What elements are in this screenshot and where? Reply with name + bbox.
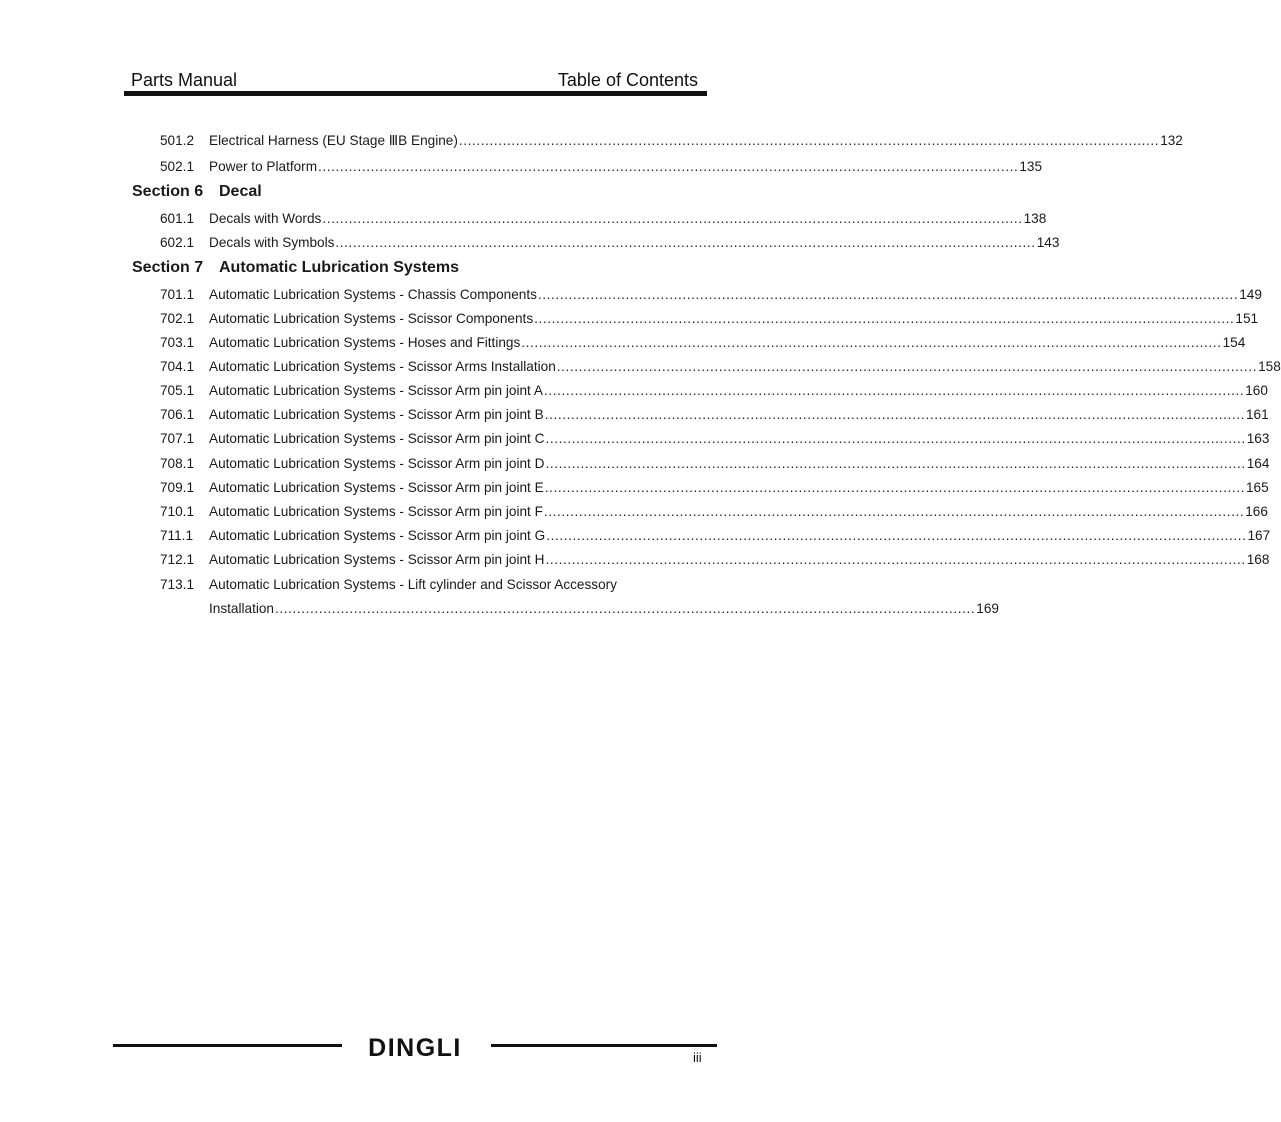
toc-entry-page: 138 xyxy=(1023,211,1047,226)
toc-entry-713-1-continued[interactable] xyxy=(160,599,999,619)
toc-entry-title-line2: Installation xyxy=(209,601,274,616)
toc-entry-page: 161 xyxy=(1245,407,1269,422)
toc-entry-710-1[interactable] xyxy=(160,502,1268,522)
dot-leader: ................................................................................................................................................................ xyxy=(458,133,1160,148)
dingli-logo xyxy=(363,1031,467,1061)
dot-leader: ................................................................................................................................................................ xyxy=(543,383,1245,398)
toc-entry-number: 703.1 xyxy=(160,335,195,350)
toc-entry-number: 705.1 xyxy=(160,383,195,398)
section-number: Section 7 xyxy=(132,259,204,276)
toc-entry-701-1[interactable] xyxy=(160,285,1262,305)
toc-entry-711-1[interactable] xyxy=(160,526,1271,546)
toc-entry-number: 709.1 xyxy=(160,480,195,495)
dot-leader: ................................................................................................................................................................ xyxy=(544,480,1245,495)
toc-entry-title: Electrical Harness (EU Stage ⅢB Engine) xyxy=(209,133,458,148)
toc-entry-page: 132 xyxy=(1160,133,1183,148)
dot-leader: ................................................................................................................................................................ xyxy=(335,235,1036,250)
toc-entry-page: 168 xyxy=(1246,552,1270,567)
toc-entry-page: 143 xyxy=(1036,235,1060,250)
toc-entry-title: Automatic Lubrication Systems - Scissor Components xyxy=(209,311,534,326)
toc-entry-page: 149 xyxy=(1239,287,1262,302)
header-manual-title: Parts Manual xyxy=(131,70,238,90)
toc-entry-page: 160 xyxy=(1245,383,1268,398)
toc-entry-602-1[interactable] xyxy=(160,233,1060,253)
toc-entry-708-1[interactable] xyxy=(160,454,1270,474)
toc-entry-501-2[interactable] xyxy=(160,131,1183,151)
toc-entry-page: 169 xyxy=(976,601,999,616)
toc-entry-title: Automatic Lubrication Systems - Chassis Components xyxy=(209,287,537,302)
toc-entry-title: Automatic Lubrication Systems - Scissor Arms Installation xyxy=(209,359,556,374)
dot-leader: ................................................................................................................................................................ xyxy=(537,287,1239,302)
logo-text: DINGLI xyxy=(368,1034,462,1062)
footer-rule-left xyxy=(113,1044,342,1047)
toc-entry-title: Decals with Symbols xyxy=(209,235,335,250)
toc-entry-number: 713.1 xyxy=(160,577,195,592)
toc-entry-713-1[interactable] xyxy=(160,575,701,595)
toc-entry-705-1[interactable] xyxy=(160,381,1268,401)
toc-entry-709-1[interactable] xyxy=(160,478,1269,498)
toc-entry-number: 708.1 xyxy=(160,456,195,471)
toc-entry-number: 706.1 xyxy=(160,407,195,422)
dot-leader: ................................................................................................................................................................ xyxy=(318,159,1019,174)
toc-entry-page: 164 xyxy=(1246,456,1270,471)
header-section-title: Table of Contents xyxy=(557,70,698,90)
toc-entry-title: Automatic Lubrication Systems - Scissor Arm pin joint A xyxy=(209,383,543,398)
toc-entry-number: 701.1 xyxy=(160,287,195,302)
toc-entry-706-1[interactable] xyxy=(160,405,1269,425)
dot-leader: ................................................................................................................................................................ xyxy=(275,601,976,616)
toc-entry-702-1[interactable] xyxy=(160,309,1259,329)
toc-entry-number: 710.1 xyxy=(160,504,195,519)
toc-entry-title: Automatic Lubrication Systems - Hoses and Fittings xyxy=(209,335,521,350)
toc-entry-number: 707.1 xyxy=(160,431,195,446)
toc-entry-712-1[interactable] xyxy=(160,550,1270,570)
dot-leader: ................................................................................................................................................................ xyxy=(545,552,1246,567)
toc-entry-703-1[interactable] xyxy=(160,333,1246,353)
toc-entry-title-line1: Automatic Lubrication Systems - Lift cylinder and Scissor Accessory xyxy=(209,577,617,592)
section-heading-6[interactable] xyxy=(132,181,262,203)
toc-entry-number: 501.2 xyxy=(160,133,195,148)
footer-rule-right xyxy=(491,1044,717,1047)
toc-entry-number: 502.1 xyxy=(160,159,195,174)
toc-entry-number: 702.1 xyxy=(160,311,195,326)
section-number: Section 6 xyxy=(132,183,204,200)
toc-entry-page: 154 xyxy=(1222,335,1246,350)
section-title: Decal xyxy=(219,183,262,200)
toc-entry-number: 602.1 xyxy=(160,235,195,250)
toc-entry-title: Automatic Lubrication Systems - Scissor Arm pin joint H xyxy=(209,552,545,567)
dot-leader: ................................................................................................................................................................ xyxy=(556,359,1258,374)
toc-entry-title: Power to Platform xyxy=(209,159,318,174)
toc-entry-page: 135 xyxy=(1019,159,1043,174)
dot-leader: ................................................................................................................................................................ xyxy=(545,431,1246,446)
toc-entry-number: 704.1 xyxy=(160,359,195,374)
toc-entry-601-1[interactable] xyxy=(160,209,1047,229)
section-heading-7[interactable] xyxy=(132,257,459,279)
dot-leader: ................................................................................................................................................................ xyxy=(543,504,1245,519)
dot-leader: ................................................................................................................................................................ xyxy=(534,311,1235,326)
dot-leader: ................................................................................................................................................................ xyxy=(544,407,1245,422)
toc-entry-page: 167 xyxy=(1247,528,1271,543)
toc-entry-502-1[interactable] xyxy=(160,157,1043,177)
dot-leader: ................................................................................................................................................................ xyxy=(545,456,1246,471)
toc-entry-title: Automatic Lubrication Systems - Scissor Arm pin joint G xyxy=(209,528,546,543)
toc-entry-704-1[interactable] xyxy=(160,357,1281,377)
toc-entry-title: Automatic Lubrication Systems - Scissor Arm pin joint F xyxy=(209,504,543,519)
toc-entry-number: 711.1 xyxy=(160,528,194,543)
toc-entry-title: Automatic Lubrication Systems - Scissor Arm pin joint E xyxy=(209,480,544,495)
header-rule xyxy=(124,91,707,96)
toc-entry-title: Automatic Lubrication Systems - Scissor Arm pin joint B xyxy=(209,407,544,422)
toc-entry-number: 601.1 xyxy=(160,211,195,226)
toc-entry-page: 165 xyxy=(1245,480,1269,495)
page-number: iii xyxy=(693,1050,702,1065)
dot-leader: ................................................................................................................................................................ xyxy=(546,528,1247,543)
toc-entry-title: Decals with Words xyxy=(209,211,322,226)
dot-leader: ................................................................................................................................................................ xyxy=(521,335,1222,350)
toc-entry-page: 158 xyxy=(1258,359,1281,374)
toc-entry-page: 166 xyxy=(1245,504,1268,519)
toc-entry-707-1[interactable] xyxy=(160,429,1270,449)
toc-entry-number: 712.1 xyxy=(160,552,195,567)
toc-entry-title: Automatic Lubrication Systems - Scissor Arm pin joint C xyxy=(209,431,545,446)
section-title: Automatic Lubrication Systems xyxy=(219,259,460,276)
toc-entry-page: 163 xyxy=(1246,431,1270,446)
toc-entry-page: 151 xyxy=(1235,311,1259,326)
toc-entry-title: Automatic Lubrication Systems - Scissor Arm pin joint D xyxy=(209,456,545,471)
dot-leader: ................................................................................................................................................................ xyxy=(322,211,1023,226)
